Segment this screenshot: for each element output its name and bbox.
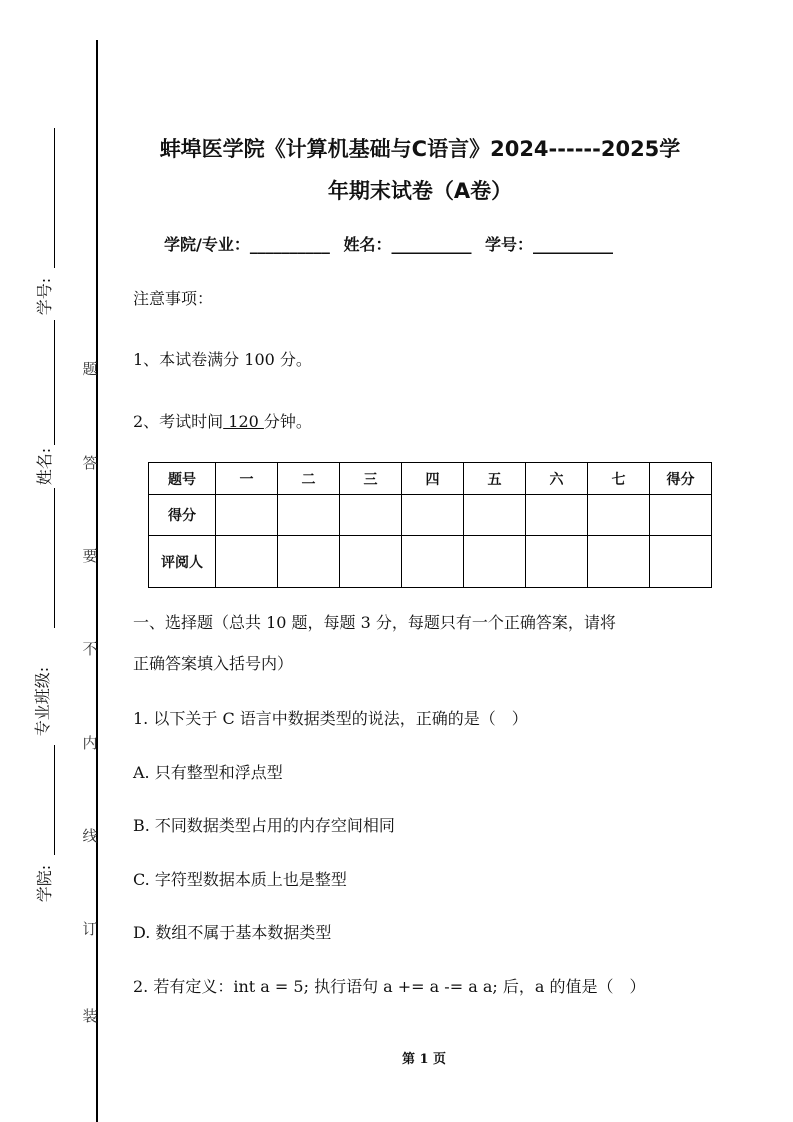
seal-char: 订 <box>82 920 98 938</box>
question-option: A. 只有整型和浮点型 <box>133 763 283 782</box>
college-label: 学院/专业： <box>164 235 250 254</box>
seal-char: 要 <box>82 547 98 565</box>
table-header: 三 <box>340 463 402 495</box>
margin-field-id: 学号: <box>35 277 55 316</box>
table-header: 二 <box>278 463 340 495</box>
seal-char: 答 <box>82 454 98 472</box>
table-header: 得分 <box>650 463 712 495</box>
score-table <box>148 462 712 588</box>
question-stem: 2. 若有定义：int a = 5; 执行语句 a += a -= a a; 后，a 的值是（ ） <box>133 977 646 996</box>
table-header: 五 <box>464 463 526 495</box>
margin-field-college: 学院: <box>35 864 55 903</box>
field-line <box>54 745 55 855</box>
seal-char: 线 <box>82 827 98 845</box>
id-label: 学号： <box>485 235 534 254</box>
table-row <box>149 536 712 588</box>
row-label: 得分 <box>149 495 216 536</box>
question-option: B. 不同数据类型占用的内存空间相同 <box>133 816 395 835</box>
table-header: 七 <box>588 463 650 495</box>
name-label: 姓名： <box>343 235 392 254</box>
margin-field-major: 专业班级: <box>33 666 53 737</box>
seal-char: 装 <box>82 1007 98 1025</box>
table-header: 四 <box>402 463 464 495</box>
table-header: 六 <box>526 463 588 495</box>
field-line <box>54 128 55 268</box>
binding-line <box>96 40 98 1122</box>
note-item: 1、本试卷满分 100 分。 <box>133 350 312 369</box>
field-line <box>54 488 55 628</box>
seal-char: 题 <box>82 360 98 378</box>
section-heading-line2: 正确答案填入括号内） <box>133 654 294 673</box>
seal-char: 不 <box>82 640 98 658</box>
margin-field-name: 姓名: <box>35 447 55 486</box>
table-header: 题号 <box>149 463 216 495</box>
page-number: 第 1 页 <box>401 1052 447 1067</box>
table-header: 一 <box>216 463 278 495</box>
field-line <box>54 320 55 445</box>
question-option: C. 字符型数据本质上也是整型 <box>133 870 347 889</box>
id-blank[interactable]: __________ <box>533 235 614 254</box>
row-label: 评阅人 <box>149 536 216 588</box>
notes-heading: 注意事项： <box>133 289 214 308</box>
name-blank[interactable]: __________ <box>391 235 472 254</box>
page-title-line2: 年期末试卷（A卷） <box>327 179 513 203</box>
note-item: 2、考试时间 120 分钟。 <box>133 412 312 431</box>
seal-char: 内 <box>82 734 98 752</box>
page-title: 蚌埠医学院《计算机基础与C语言》2024------2025学 <box>159 137 681 161</box>
question-option: D. 数组不属于基本数据类型 <box>133 923 332 942</box>
section-heading: 一、选择题（总共 10 题，每题 3 分，每题只有一个正确答案，请将 <box>133 613 616 632</box>
college-blank[interactable]: __________ <box>249 235 330 254</box>
question-stem: 1. 以下关于 C 语言中数据类型的说法，正确的是（ ） <box>133 709 528 728</box>
table-row <box>149 495 712 536</box>
student-info <box>164 232 613 255</box>
